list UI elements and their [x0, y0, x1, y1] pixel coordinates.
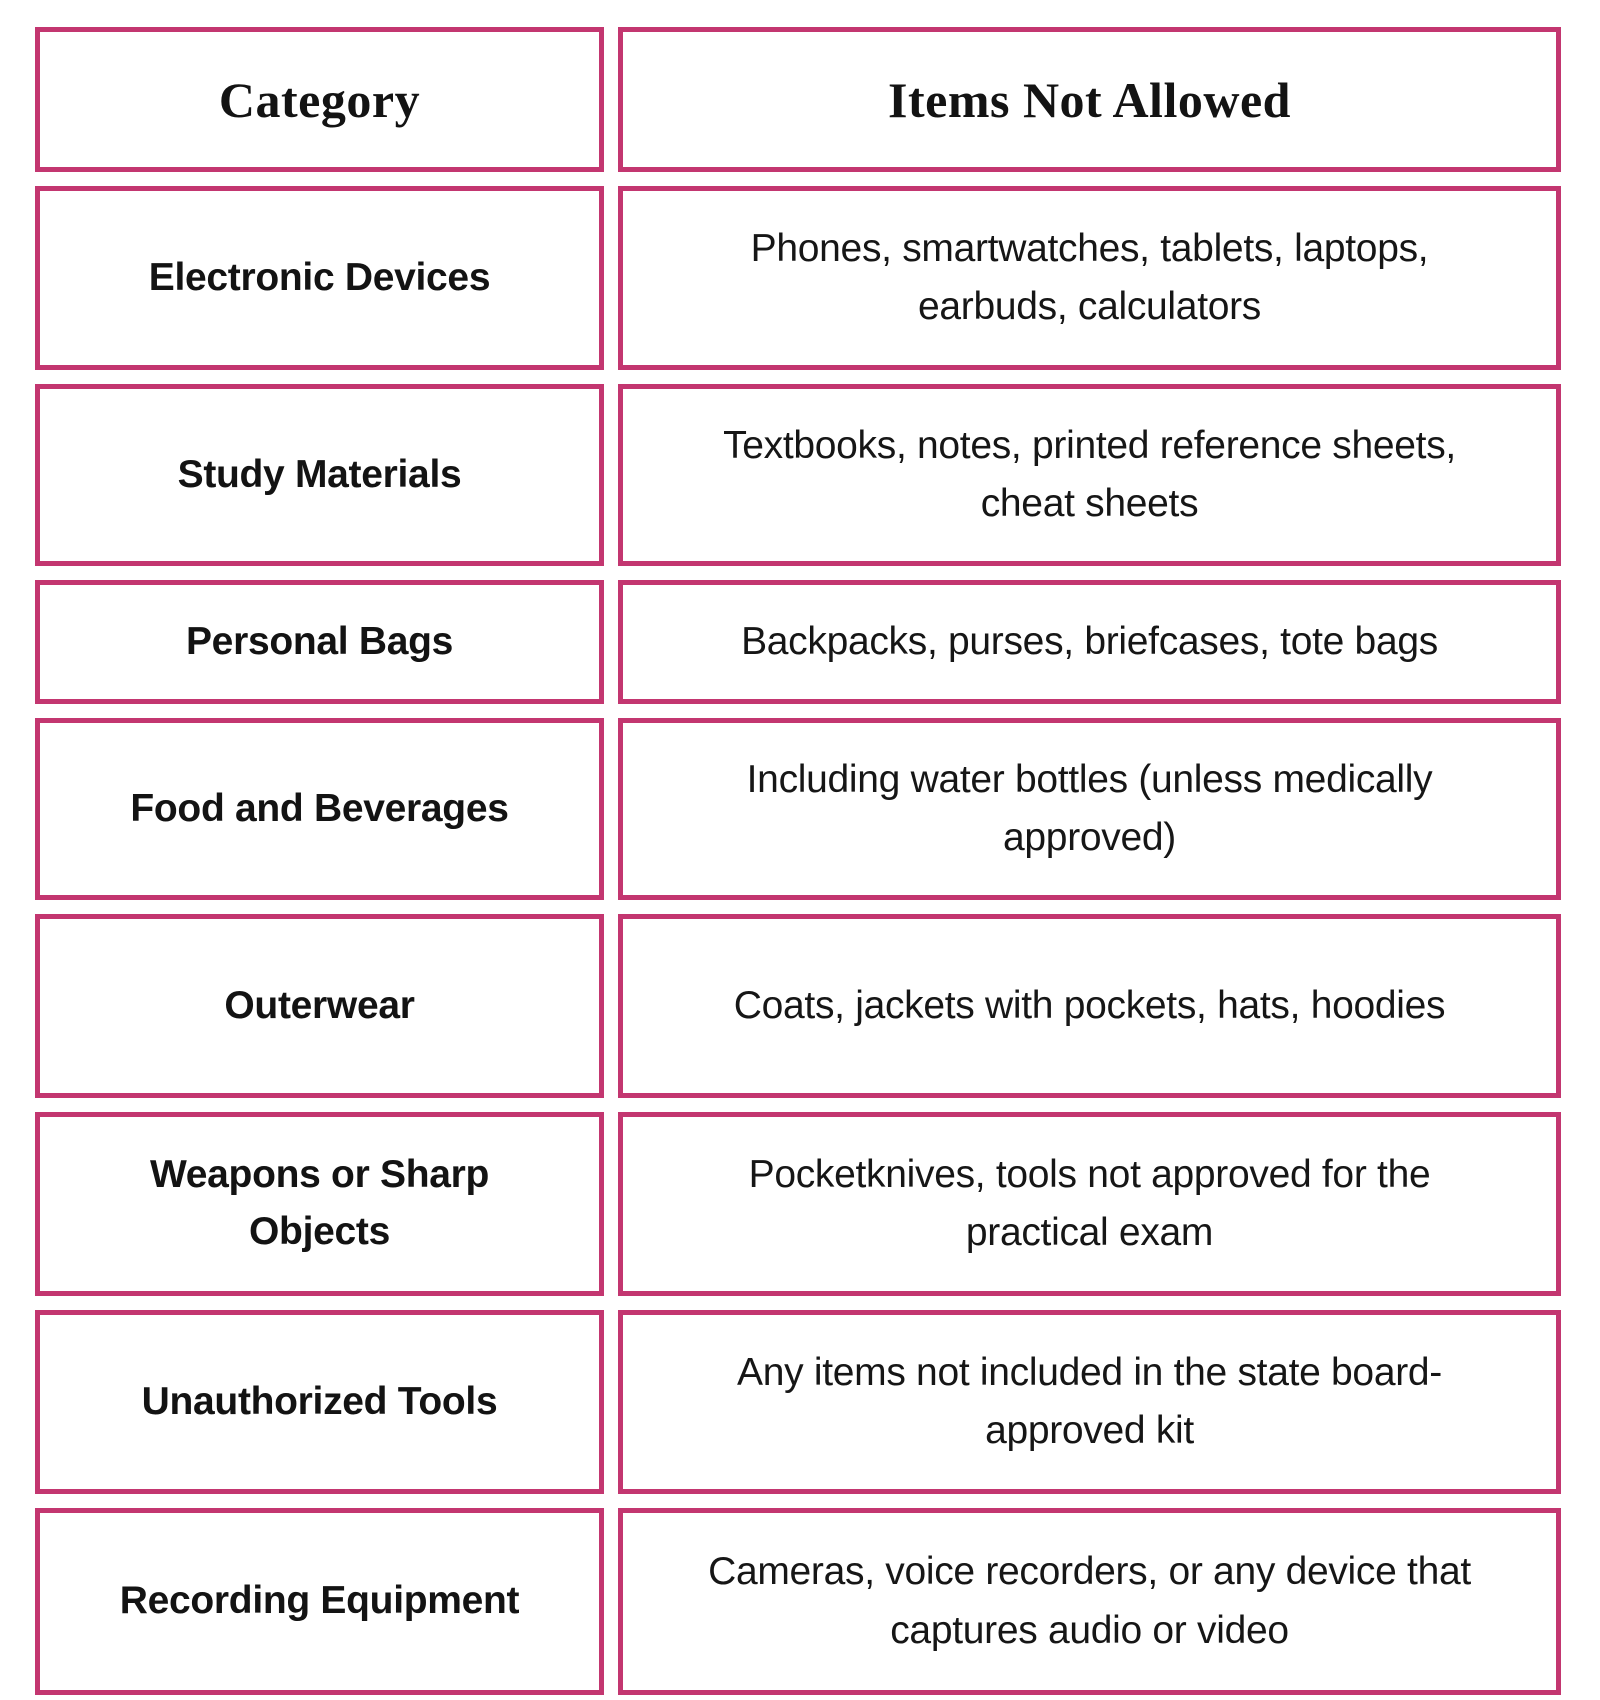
category-label: Study Materials — [177, 452, 462, 496]
items-text: Pocketknives, tools not approved for the practical exam — [748, 1152, 1431, 1254]
category-cell-study-materials — [35, 384, 604, 566]
header-cell-items — [618, 27, 1561, 172]
category-label: Recording Equipment — [119, 1579, 520, 1623]
category-cell-food-and-beverages — [35, 718, 604, 900]
items-cell-outerwear — [618, 914, 1561, 1098]
items-text: Textbooks, notes, printed reference sheets, cheat sheets — [723, 423, 1456, 525]
category-label: Food and Beverages — [130, 786, 509, 830]
items-text: Coats, jackets with pockets, hats, hoodies — [733, 983, 1446, 1027]
category-label: Electronic Devices — [148, 255, 491, 299]
category-label: Outerwear — [224, 983, 415, 1027]
items-text: Any items not included in the state board-approved kit — [737, 1350, 1442, 1452]
category-cell-outerwear — [35, 914, 604, 1098]
category-label: Personal Bags — [185, 619, 454, 663]
category-cell-personal-bags — [35, 580, 604, 704]
items-cell-electronic-devices — [618, 186, 1561, 370]
items-text: Including water bottles (unless medically approved) — [746, 757, 1433, 859]
header-cell-category — [35, 27, 604, 172]
items-cell-recording-equipment — [618, 1508, 1561, 1695]
category-cell-recording-equipment — [35, 1508, 604, 1695]
items-text: Phones, smartwatches, tablets, laptops, earbuds, calculators — [750, 226, 1429, 328]
prohibited-items-table — [35, 27, 1561, 1695]
category-cell-weapons-or-sharp-objects — [35, 1112, 604, 1296]
category-label: Weapons or Sharp Objects — [149, 1153, 490, 1253]
items-cell-personal-bags — [618, 580, 1561, 704]
category-cell-electronic-devices — [35, 186, 604, 370]
items-cell-study-materials — [618, 384, 1561, 566]
items-text: Backpacks, purses, briefcases, tote bags — [741, 619, 1438, 663]
items-cell-food-and-beverages — [618, 718, 1561, 900]
category-label: Unauthorized Tools — [141, 1379, 498, 1423]
header-items-label: Items Not Allowed — [888, 71, 1291, 128]
items-cell-unauthorized-tools — [618, 1310, 1561, 1494]
items-text: Cameras, voice recorders, or any device that captures audio or video — [708, 1550, 1471, 1652]
category-cell-unauthorized-tools — [35, 1310, 604, 1494]
items-cell-weapons-or-sharp-objects — [618, 1112, 1561, 1296]
header-category-label: Category — [218, 71, 421, 128]
